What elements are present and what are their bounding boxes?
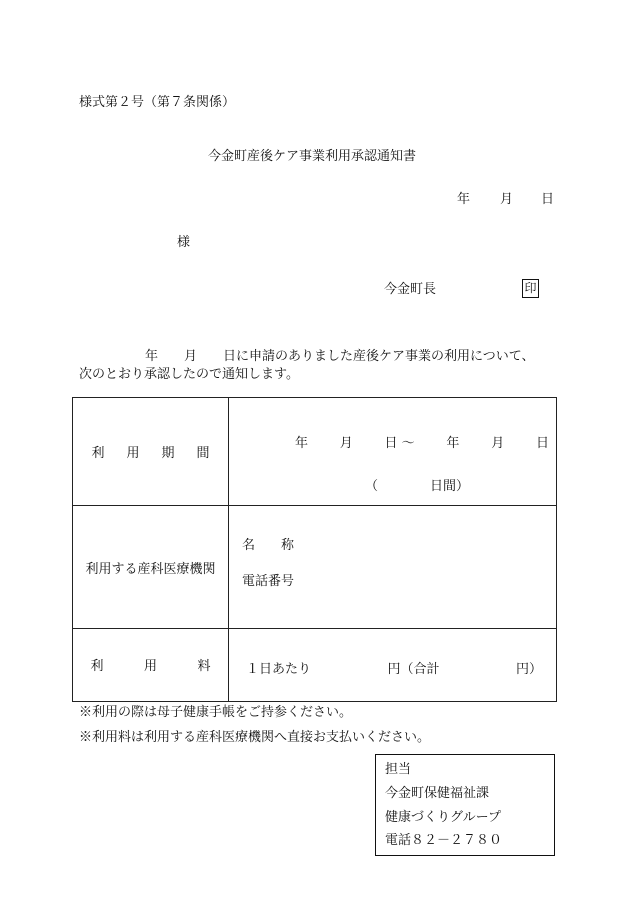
date-day: 日 [541, 192, 555, 207]
note-payment: ※利用料は利用する産科医療機関へ直接お支払いください。 [79, 730, 431, 745]
contact-department: 今金町保健福祉課 [385, 786, 490, 801]
date-month: 月 [500, 192, 514, 207]
facility-label: 利用する産科医療機関 [73, 506, 229, 628]
issuer-name: 今金町長 [384, 282, 437, 297]
contact-phone: 電話８２－２７８０ [385, 833, 503, 848]
document-title: 今金町産後ケア事業利用承認通知書 [208, 149, 417, 164]
note-bring-handbook: ※利用の際は母子健康手帳をご持参ください。 [79, 705, 353, 720]
body-line-2: 次のとおり承認したので通知します。 [79, 367, 299, 382]
issue-date [457, 193, 554, 206]
fee-details [246, 658, 542, 677]
facility-phone-label: 電話番号 [242, 574, 295, 590]
period-label-cell [73, 398, 229, 506]
date-year: 年 [457, 192, 471, 207]
fee-row [73, 628, 557, 701]
period-value-cell [229, 398, 557, 506]
notice-body [79, 348, 559, 384]
approval-details-table [72, 397, 557, 702]
facility-value-cell [229, 506, 557, 628]
period-range: 年 月 日 〜 年 月 日 [295, 436, 549, 451]
period-label: 利 用 期 間 [91, 446, 210, 462]
facility-row [73, 506, 557, 628]
period-days: （ 日間） [365, 479, 470, 494]
addressee-honorific: 様 [177, 235, 191, 250]
fee-value-cell [229, 628, 557, 701]
contact-box [375, 754, 555, 856]
fee-label: 利 用 料 [90, 659, 211, 675]
contact-label: 担当 [385, 762, 412, 777]
body-line-1: 年 月 日に申請のありました産後ケア事業の利用について、 [145, 349, 535, 364]
fee-total: 円（合計 [387, 661, 440, 677]
seal-mark: 印 [522, 279, 539, 298]
facility-name-label: 名 称 [242, 538, 295, 554]
period-row [73, 398, 557, 506]
fee-label-cell [73, 628, 229, 701]
fee-per-day: １日あたり [246, 661, 312, 677]
form-number: 様式第２号（第７条関係） [79, 95, 236, 110]
fee-end: 円） [515, 661, 542, 677]
contact-group: 健康づくりグループ [385, 810, 501, 825]
